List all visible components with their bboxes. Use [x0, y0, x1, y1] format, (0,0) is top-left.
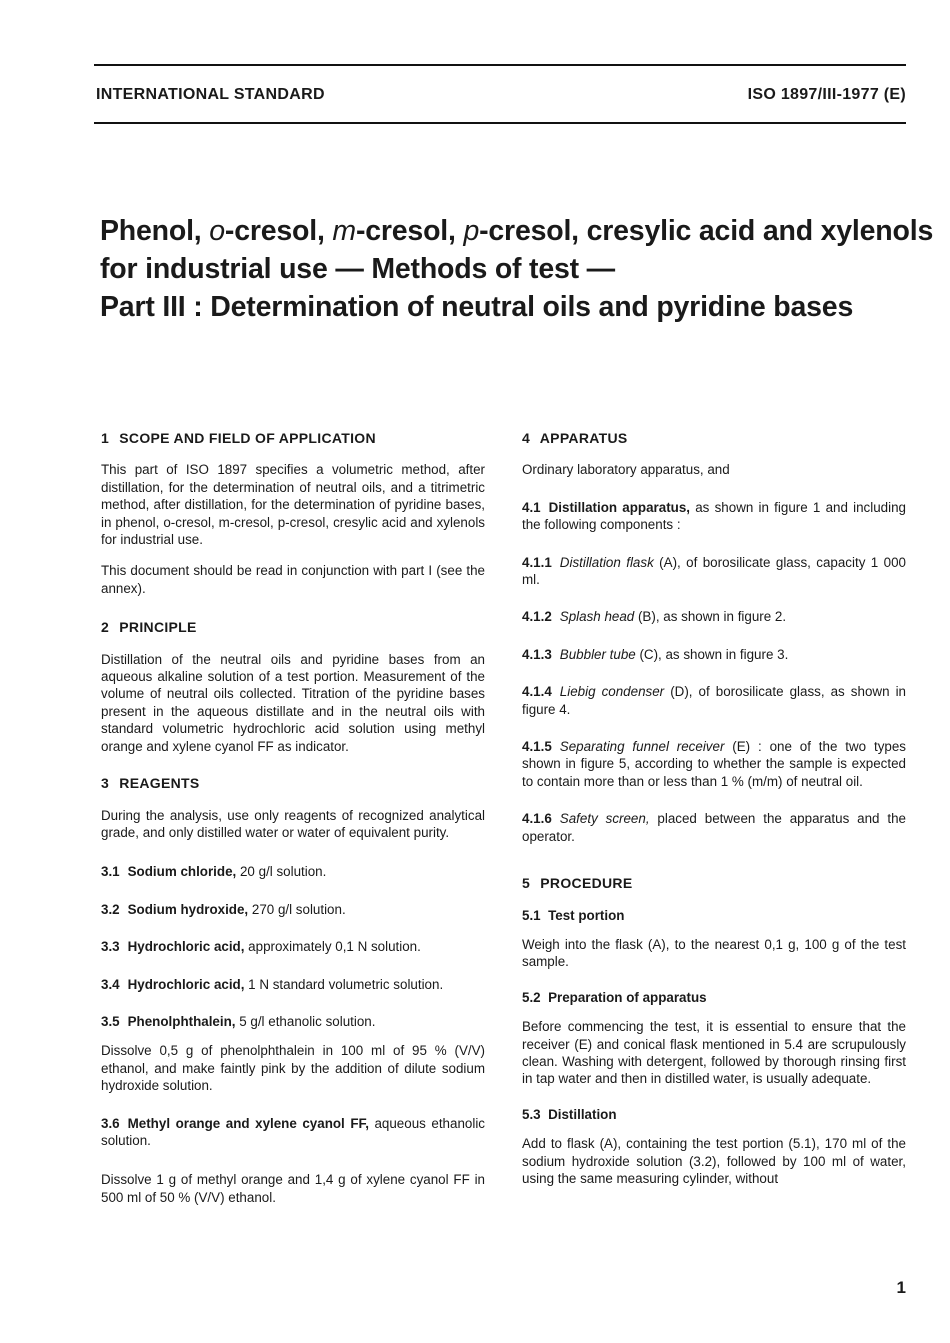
- apparatus-paragraph: Ordinary laboratory apparatus, and: [522, 462, 730, 478]
- apparatus-item: 4.1.1 Distillation flask (A), of borosilicate glass, capacity 1 000 ml.: [522, 554, 906, 588]
- reagent-item: 3.5 Phenolphthalein, 5 g/l ethanolic solution.: [101, 1013, 376, 1029]
- apparatus-item: 4.1.5 Separating funnel receiver (E) : one of the two types shown in figure 5, according to whether the sample is expected to contain more than or less than 1 % (m/m) of neutral oil.: [522, 739, 906, 789]
- title-line-3: Part III : Determination of neutral oils and pyridine bases: [100, 291, 854, 323]
- title-line-2: for industrial use — Methods of test —: [100, 253, 615, 285]
- reagent-item: 3.1 Sodium chloride, 20 g/l solution.: [101, 864, 327, 880]
- reagent-item: 3.3 Hydrochloric acid, approximately 0,1 N solution.: [101, 939, 421, 955]
- section-heading-apparatus: 4 APPARATUS: [522, 430, 628, 446]
- header-standard-label: INTERNATIONAL STANDARD: [96, 86, 325, 103]
- page-number: 1: [896, 1278, 906, 1297]
- distillation-paragraph: Add to flask (A), containing the test portion (5.1), 170 ml of the sodium hydroxide solution (3.2), followed by 100 ml of water, using the same measuring cylinder, without: [522, 1136, 906, 1186]
- page-title: [100, 212, 934, 326]
- apparatus-item: 4.1.3 Bubbler tube (C), as shown in figure 3.: [522, 646, 789, 662]
- test-portion-paragraph: Weigh into the flask (A), to the nearest 0,1 g, 100 g of the test sample.: [522, 936, 906, 970]
- reagent-item: 3.6 Methyl orange and xylene cyanol FF, aqueous ethanolic solution.: [101, 1115, 485, 1148]
- section-heading-scope: 1 SCOPE AND FIELD OF APPLICATION: [101, 430, 376, 446]
- header-document-id: ISO 1897/III-1977 (E): [747, 86, 906, 103]
- left-column: [101, 430, 485, 1220]
- phenolphthalein-paragraph: Dissolve 0,5 g of phenolphthalein in 100 ml of 95 % (V/V) ethanol, and make faintly pink by the addition of dilute sodium hydroxide solution.: [101, 1043, 485, 1094]
- subsection-heading-preparation: 5.2 Preparation of apparatus: [522, 989, 707, 1005]
- apparatus-item: 4.1.4 Liebig condenser (D), of borosilicate glass, as shown in figure 4.: [522, 684, 906, 717]
- principle-paragraph: Distillation of the neutral oils and pyridine bases from an aqueous alkaline solution of a test portion. Measurement of the volume of neutral oils collected. Titration of the pyridine bases present in the aqueous distillate and in the neutral oils with standard volumetric hydrochloric acid solution using methyl orange and xylene cyanol FF as indicator.: [101, 651, 485, 754]
- apparatus-item: 4.1.2 Splash head (B), as shown in figure 2.: [522, 609, 787, 625]
- section-heading-procedure: 5 PROCEDURE: [522, 875, 633, 892]
- scope-note: This document should be read in conjunction with part I (see the annex).: [101, 563, 485, 596]
- reagent-item: 3.4 Hydrochloric acid, 1 N standard volumetric solution.: [101, 976, 444, 992]
- title-line-1: Phenol, o-cresol, m-cresol, p-cresol, cresylic acid and xylenols: [100, 215, 934, 247]
- subsection-heading-test-portion: 5.1 Test portion: [522, 907, 625, 923]
- subsection-heading-distillation: 5.3 Distillation: [522, 1106, 617, 1122]
- section-heading-reagents: 3 REAGENTS: [101, 775, 200, 792]
- top-rule: [94, 64, 906, 66]
- header-rule: [94, 122, 906, 124]
- reagent-item: 3.2 Sodium hydroxide, 270 g/l solution.: [101, 901, 346, 917]
- reagents-paragraph: During the analysis, use only reagents of recognized analytical grade, and only distilled water or water of equivalent purity.: [101, 807, 485, 840]
- right-column: [522, 430, 906, 1201]
- scope-paragraph: This part of ISO 1897 specifies a volumetric method, after distillation, for the determination of neutral oils, and a titrimetric method, after distillation, for the determination of pyridine bases, in phenol, o-cresol, m-cresol, p-cresol, cresylic acid and xylenols for industrial use.: [101, 462, 485, 548]
- apparatus-item: 4.1 Distillation apparatus, as shown in figure 1 and including the following components :: [522, 499, 906, 533]
- section-heading-principle: 2 PRINCIPLE: [101, 619, 197, 636]
- indicator-paragraph: Dissolve 1 g of methyl orange and 1,4 g of xylene cyanol FF in 500 ml of 50 % (V/V) ethanol.: [101, 1172, 485, 1205]
- apparatus-item: 4.1.6 Safety screen, placed between the apparatus and the operator.: [522, 811, 906, 844]
- preparation-paragraph: Before commencing the test, it is essential to ensure that the receiver (E) and conical flask mentioned in 5.4 are scrupulously clean. Washing with detergent, followed by thorough rinsing first in tap water and then in distilled water, is usually adequate.: [522, 1019, 906, 1087]
